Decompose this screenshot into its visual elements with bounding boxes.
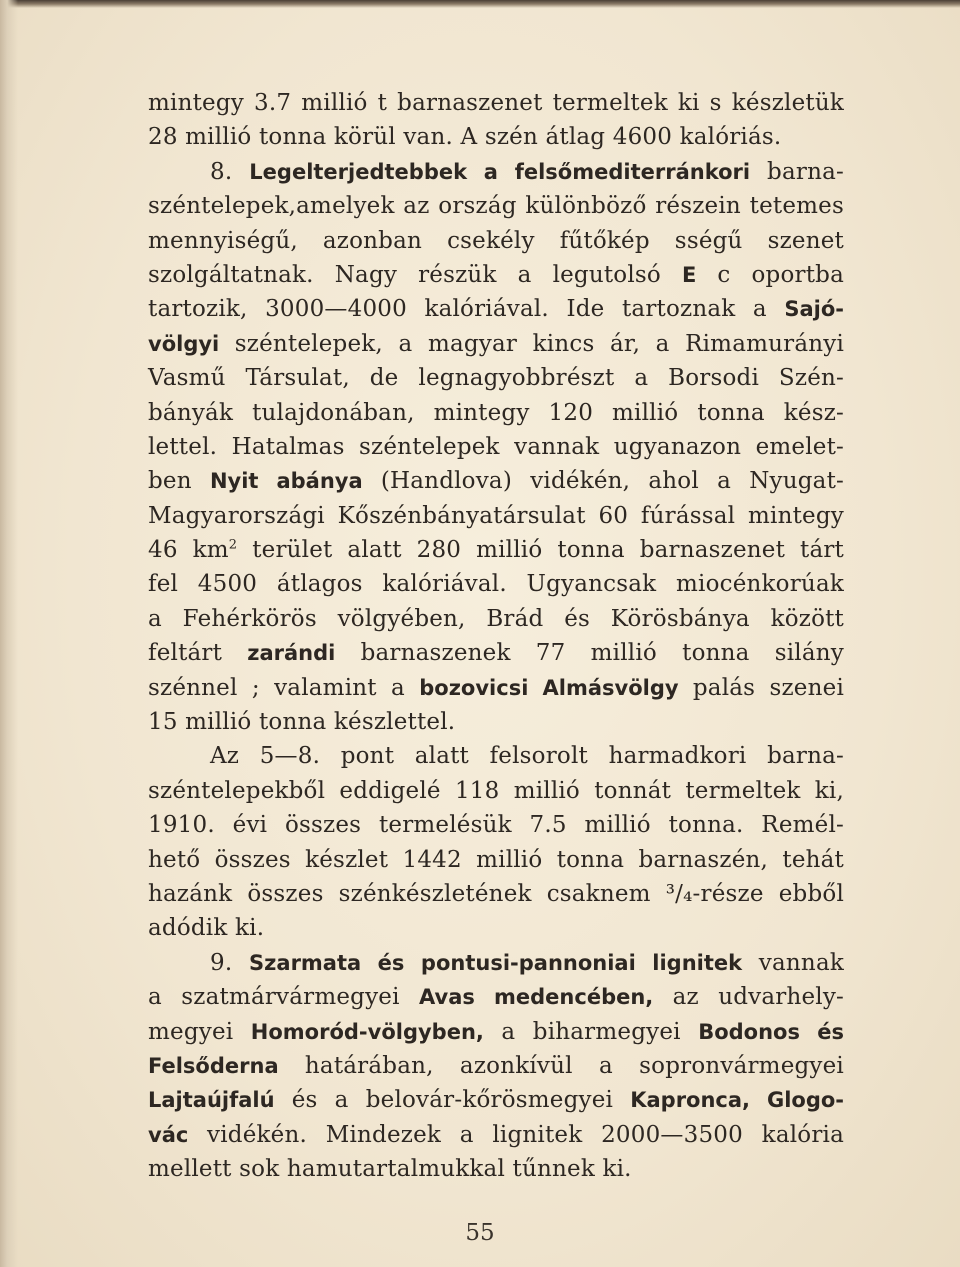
text-line [148,774,844,808]
text-run: adódik ki. [148,915,265,942]
text-line [148,1015,844,1049]
text-run: 9. [210,949,250,976]
page-number: 55 [465,1220,495,1246]
text-run: Az 5—8. pont alatt felsorolt harmadkori barna- [210,743,844,770]
text-line [148,499,844,533]
text-run: szolgáltatnak. Nagy részük a legutolsó [148,261,682,288]
text-run: ben [148,468,210,495]
text-run: széntelepekből eddigelé 118 millió tonnát termeltek ki, [148,777,844,804]
text-line [148,430,844,464]
text-run: 8. [210,158,250,185]
text-run: a biharmegyei [483,1018,699,1045]
page-top-edge [0,0,960,8]
text-run: az udvarhely- [653,984,844,1011]
text-line [148,224,844,258]
text-run: mellett sok hamutartalmukkal tűnnek ki. [148,1156,632,1183]
text-run: szénnel ; valamint a [148,674,420,701]
text-line [148,1049,844,1083]
text-run: fel 4500 átlagos kalóriával. Ugyancsak miocénkorúak [148,571,844,598]
text-line [148,396,844,430]
bold-term: bozovicsi Almásvölgy [419,675,679,700]
text-line [148,980,844,1014]
text-run: 1910. évi összes termelésük 7.5 millió tonna. Remél- [148,812,844,839]
text-line [148,636,844,670]
text-run: széntelepek, a magyar kincs ár, a Rimamurányi [219,330,844,357]
text-run: feltárt [148,640,248,667]
text-run: terület alatt 280 millió tonna barnaszenet tárt [237,537,844,564]
text-line [148,361,844,395]
text-line [148,808,844,842]
text-run: vidékén. Mindezek a lignitek 2000—3500 kalória [188,1121,844,1148]
bold-term: völgyi [148,331,220,356]
text-run: Vasmű Társulat, de legnagyobbrészt a Borsodi Szén- [148,365,844,392]
text-line [148,567,844,601]
bold-term: vác [148,1122,189,1147]
text-run: bányák tulajdonában, mintegy 120 millió tonna kész- [148,399,844,426]
text-line [148,533,844,567]
text-line [148,464,844,498]
body-text [148,86,844,1187]
text-line [148,155,844,189]
bold-term: Sajó- [784,297,844,322]
text-line [148,705,844,739]
text-run: c oportba [696,261,844,288]
text-line [148,1083,844,1117]
text-run: hető összes készlet 1442 millió tonna barnaszén, tehát [148,846,844,873]
superscript: 2 [228,537,238,553]
text-run: vannak [742,949,844,976]
text-line [148,946,844,980]
text-run: megyei [148,1018,251,1045]
text-line [148,671,844,705]
text-line [148,86,844,120]
text-run: mintegy 3.7 millió t barnaszenet termeltek ki s készletük [148,90,844,116]
text-run: a szatmárvármegyei [148,984,420,1011]
bold-term: Avas medencében, [419,985,654,1010]
text-line [148,911,844,945]
text-run: barna- [750,158,844,185]
text-line [148,292,844,326]
text-run: lettel. Hatalmas széntelepek vannak ugyanazon emelet- [148,433,844,460]
text-run: és a belovár-kőrösmegyei [274,1087,631,1114]
text-run: 28 millió tonna körül van. A szén átlag 4600 kalóriás. [148,124,782,151]
text-run: barnaszenek 77 millió tonna silány [335,640,844,667]
bold-term: Homoród-völgyben, [250,1019,484,1044]
bold-term: Lajtaújfalú [148,1088,275,1113]
text-run: széntelepek,amelyek az ország különböző részein tetemes [148,193,844,220]
bold-term: E [682,262,697,287]
bold-term: Szarmata és pontusi-pannoniai lignitek [249,950,743,975]
bold-term: Felsőderna [148,1053,279,1078]
text-line [148,877,844,911]
text-line [148,602,844,636]
text-line [148,1118,844,1152]
text-run: mennyiségű, azonban csekély fűtőkép sségű szenet [148,227,844,254]
text-run: határában, azonkívül a sopronvármegyei [278,1052,844,1079]
text-line [148,258,844,292]
text-run: palás szenei [678,674,844,701]
page-binding-edge [0,0,18,1267]
text-run: hazánk összes szénkészletének csaknem ³/₄-része ebből [148,880,844,907]
text-line [148,120,844,154]
bold-term: Nyit abánya [209,469,363,494]
text-line [148,1152,844,1186]
bold-term: Legelterjedtebbek a felsőmediterránkori [249,159,751,184]
text-run: 15 millió tonna készlettel. [148,709,456,736]
text-run: Magyarországi Kőszénbányatársulat 60 fúrással mintegy [148,502,844,529]
text-run: (Handlova) vidékén, ahol a Nyugat- [362,468,844,495]
bold-term: zarándi [247,641,336,666]
text-run: tartozik, 3000—4000 kalóriával. Ide tartoznak a [148,296,785,323]
text-run: a Fehérkörös völgyében, Brád és Körösbánya között [148,605,844,632]
text-line [148,327,844,361]
text-line [148,843,844,877]
text-line [148,739,844,773]
text-run: 46 km [148,537,229,564]
text-line [148,189,844,223]
bold-term: Bodonos és [698,1019,844,1044]
bold-term: Kapronca, Glogo- [630,1088,845,1113]
